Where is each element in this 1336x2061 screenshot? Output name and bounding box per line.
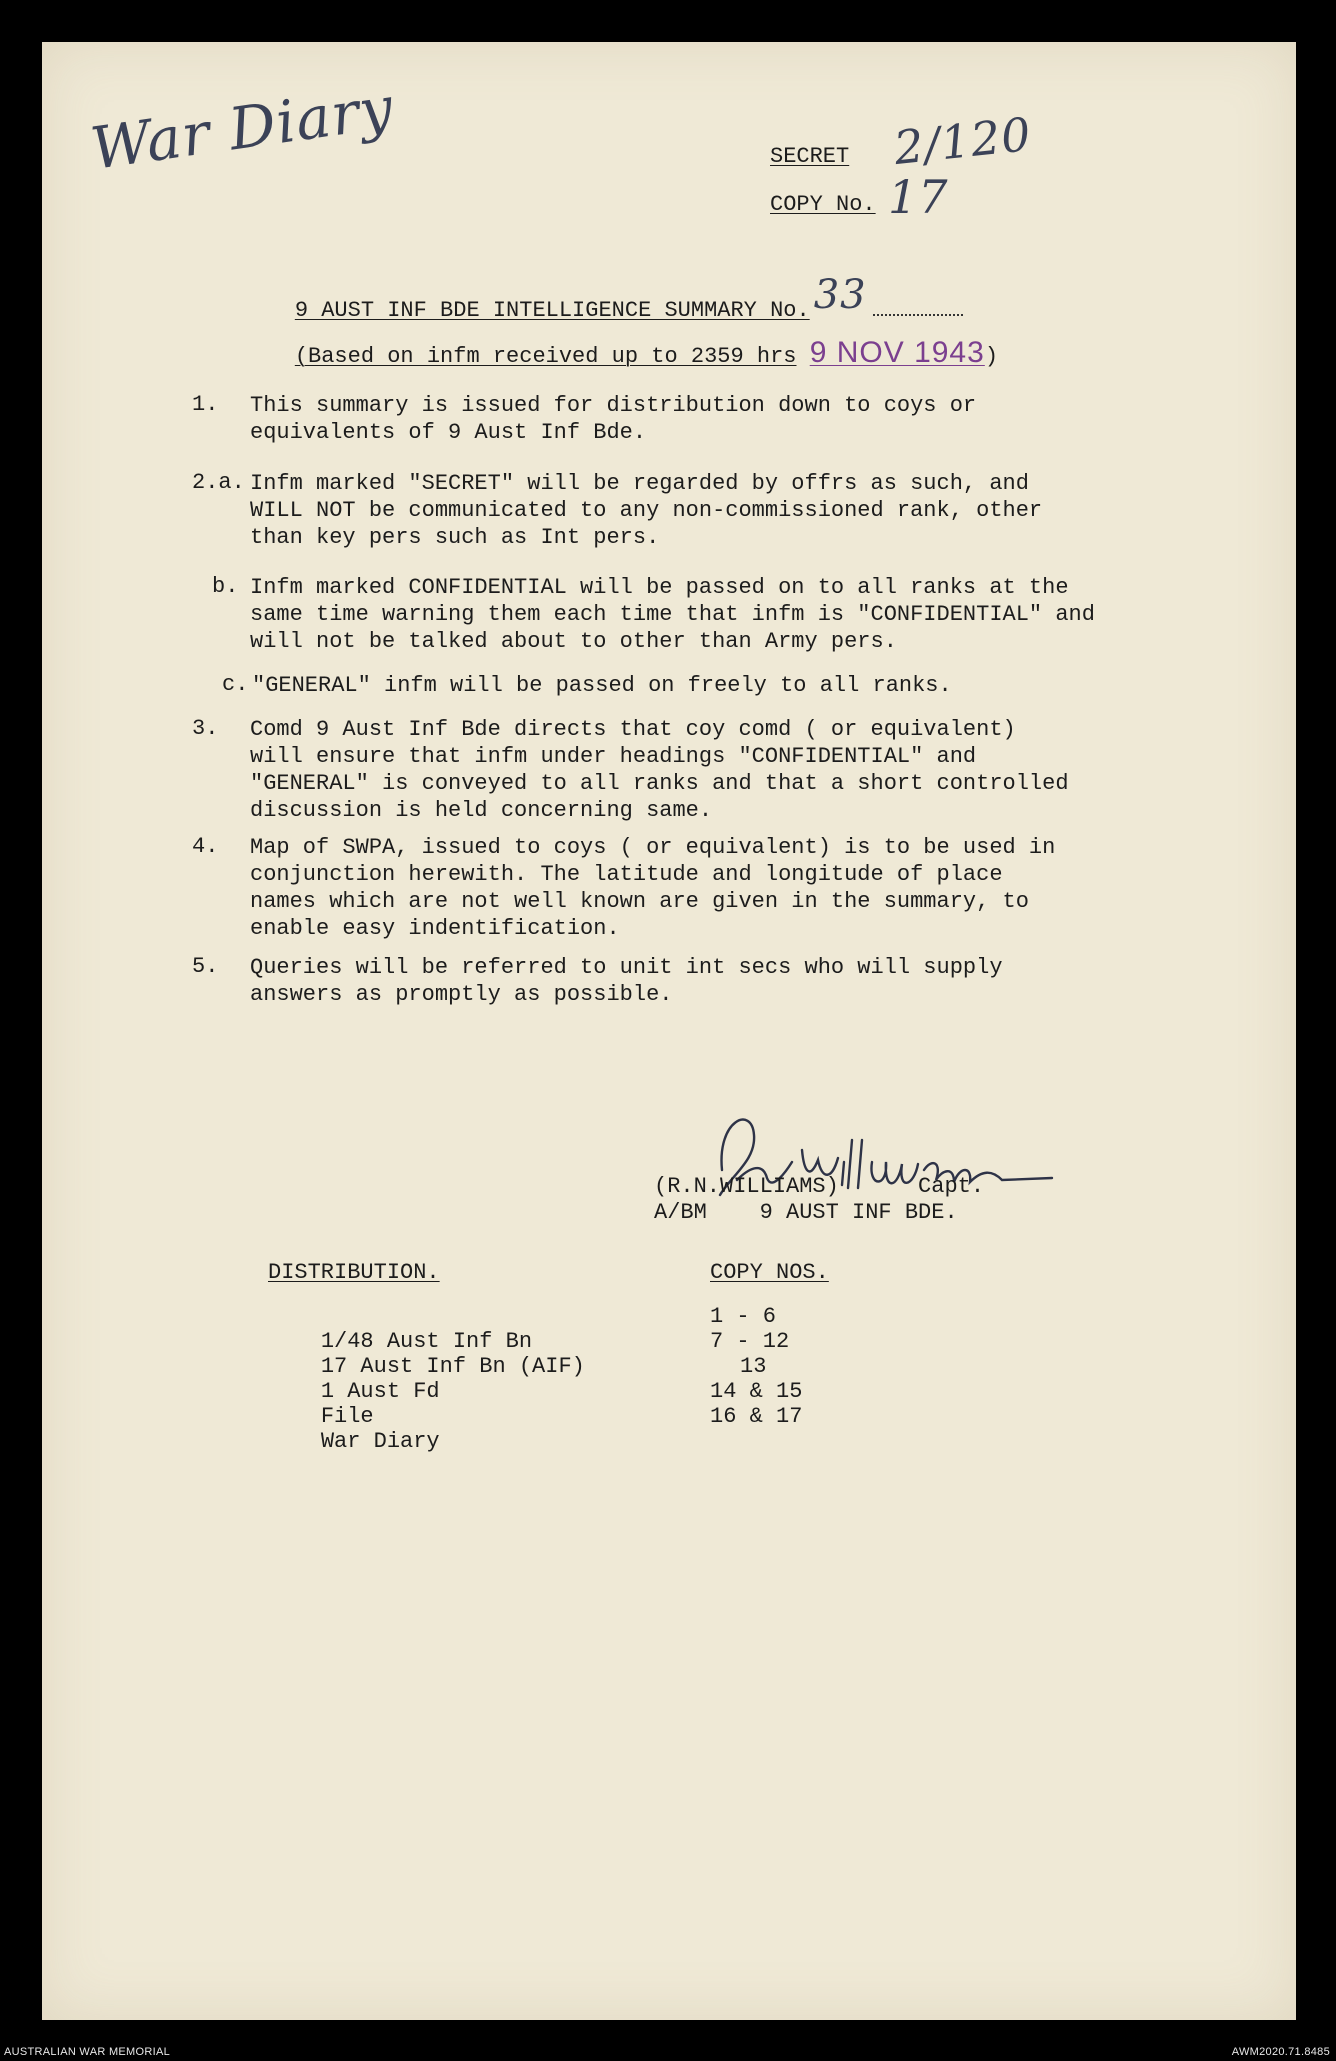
distribution-unit: 1/48 Aust Inf Bn — [320, 1329, 533, 1354]
distribution-heading: DISTRIBUTION. — [268, 1260, 440, 1285]
distribution-copies: 7 - 12 — [710, 1329, 790, 1354]
handwritten-copy-number: 17 — [888, 170, 949, 224]
signature-title-line: A/BM 9 AUST INF BDE. — [654, 1200, 958, 1225]
distribution-unit: 17 Aust Inf Bn (AIF) — [320, 1354, 585, 1379]
handwritten-summary-number: 33 — [813, 272, 867, 318]
handwritten-war-diary: War Diary — [86, 73, 398, 183]
subtitle-suffix: ) — [984, 344, 999, 369]
distribution-copies: 16 & 17 — [710, 1404, 803, 1429]
secret-label: SECRET — [770, 144, 850, 169]
paragraph-number: 1. — [192, 392, 219, 417]
paragraph-number: 5. — [192, 954, 219, 979]
summary-subtitle — [242, 314, 998, 396]
paragraph-number: c. — [222, 672, 249, 697]
footer-credit: AUSTRALIAN WAR MEMORIAL — [4, 2046, 171, 2058]
handwritten-reference: 2/120 — [891, 106, 1035, 176]
paragraph-number: 3. — [192, 716, 219, 741]
paragraph-text: This summary is issued for distribution down to coys or equivalents of 9 Aust Inf Bde. — [250, 393, 977, 445]
paragraph-text: Infm marked CONFIDENTIAL will be passed on to all ranks at the same time warning them each time that infm is "CONFIDENTIAL" and will not be talked about to other than Army pers. — [250, 575, 1095, 654]
paragraph-text: Comd 9 Aust Inf Bde directs that coy comd ( or equivalent) will ensure that infm under headings "CONFIDENTIAL" and "GENERAL" is conveyed to all ranks and that a short controlled discussion is held concerning same. — [250, 717, 1069, 823]
distribution-copies: 13 — [740, 1354, 767, 1379]
summary-title-text: 9 AUST INF BDE INTELLIGENCE SUMMARY No. — [294, 298, 810, 323]
signature-name-line: (R.N.WILLIAMS) Capt. — [654, 1174, 985, 1199]
paragraph-number: 2.a. — [192, 470, 245, 495]
paragraph-number: b. — [212, 574, 239, 599]
paragraph-text: "GENERAL" infm will be passed on freely to all ranks. — [252, 673, 952, 698]
subtitle-prefix: (Based on infm received up to 2359 hrs — [294, 344, 797, 369]
distribution-unit: File — [320, 1404, 374, 1429]
paragraph-number: 4. — [192, 834, 219, 859]
distribution-copies: 1 - 6 — [710, 1304, 777, 1329]
copy-no-label: COPY No. — [770, 192, 876, 217]
distribution-unit: 1 Aust Fd — [320, 1379, 440, 1404]
distribution-row — [268, 1404, 440, 1479]
distribution-copies: 14 & 15 — [710, 1379, 803, 1404]
paragraph-text: Infm marked "SECRET" will be regarded by offrs as such, and WILL NOT be communicated to any non-commissioned rank, other than key pers such as Int pers. — [250, 471, 1043, 550]
paragraph-text: Map of SWPA, issued to coys ( or equivalent) is to be used in conjunction herewith. The latitude and longitude of place names which are not well known are given in the summary, to enable easy indentification. — [250, 835, 1056, 941]
copy-nos-heading: COPY NOS. — [710, 1260, 829, 1285]
paragraph-text: Queries will be referred to unit int secs who will supply answers as promptly as possible. — [250, 955, 1003, 1007]
distribution-unit: War Diary — [320, 1429, 440, 1454]
date-stamp: 9 NOV 1943 — [809, 336, 985, 369]
footer-accession-number: AWM2020.71.8485 — [1231, 2046, 1330, 2058]
document-page — [42, 42, 1296, 2020]
